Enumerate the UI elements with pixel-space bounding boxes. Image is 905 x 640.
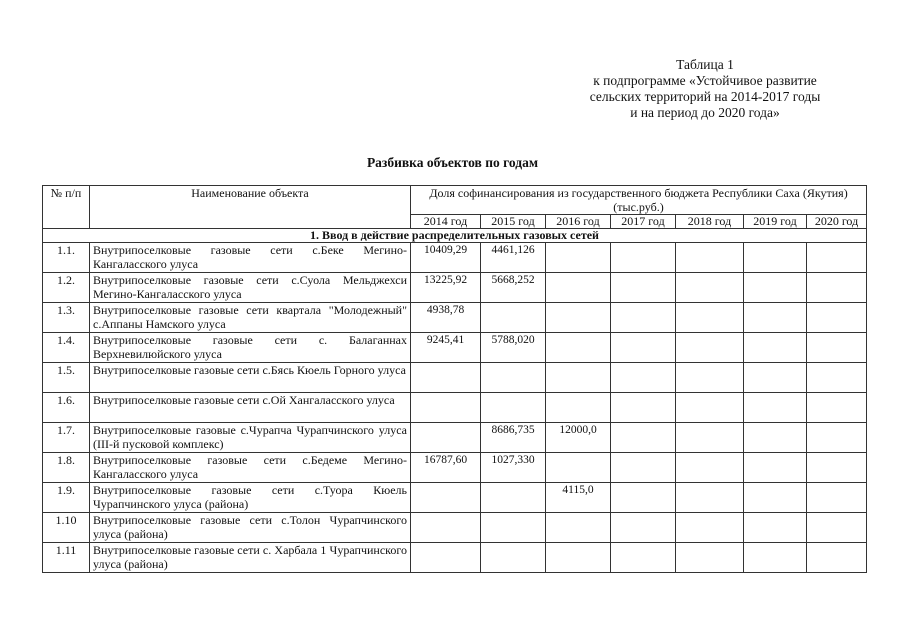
year-value: [676, 483, 744, 513]
year-value: [546, 393, 611, 423]
year-value: [807, 453, 867, 483]
year-value: [744, 303, 807, 333]
table-row: [43, 513, 867, 543]
object-name: Внутрипоселковые газовые сети с. Балаганнах Верхневилюйского улуса: [90, 333, 411, 363]
year-value: 8686,735: [481, 423, 546, 453]
year-value: [744, 423, 807, 453]
table-row: [43, 393, 867, 423]
year-value: [411, 423, 481, 453]
year-value: 12000,0: [546, 423, 611, 453]
year-value: [411, 483, 481, 513]
object-name: Внутрипоселковые газовые сети с. Харбала 1 Чурапчинского улуса (района): [90, 543, 411, 573]
row-number: 1.3.: [43, 303, 90, 333]
year-value: [744, 393, 807, 423]
table-row: [43, 243, 867, 273]
year-value: [611, 423, 676, 453]
year-value: [611, 243, 676, 273]
year-value: [546, 543, 611, 573]
year-value: [744, 483, 807, 513]
table-row: [43, 483, 867, 513]
col-header-name: Наименование объекта: [90, 186, 411, 229]
col-header-number: № п/п: [43, 186, 90, 229]
year-header: 2014 год: [411, 215, 481, 229]
header-line-4: и на период до 2020 года»: [630, 105, 780, 120]
year-value: [611, 483, 676, 513]
year-value: [807, 333, 867, 363]
row-number: 1.1.: [43, 243, 90, 273]
year-value: [481, 393, 546, 423]
year-value: [807, 423, 867, 453]
year-value: [807, 483, 867, 513]
year-value: [807, 393, 867, 423]
year-value: [546, 363, 611, 393]
row-number: 1.5.: [43, 363, 90, 393]
year-value: [744, 333, 807, 363]
year-value: [411, 513, 481, 543]
object-name: Внутрипоселковые газовые сети с.Толон Чурапчинского улуса (района): [90, 513, 411, 543]
year-value: [676, 333, 744, 363]
object-name: Внутрипоселковые газовые сети с.Беке Мегино-Кангаласского улуса: [90, 243, 411, 273]
year-value: [676, 273, 744, 303]
header-line-3: сельских территорий на 2014-2017 годы: [589, 89, 821, 104]
year-value: [611, 363, 676, 393]
year-header: 2020 год: [807, 215, 867, 229]
year-value: 4938,78: [411, 303, 481, 333]
year-value: 1027,330: [481, 453, 546, 483]
col-header-share: Доля софинансирования из государственного бюджета Республики Саха (Якутия) (тыс.руб.): [411, 186, 867, 215]
year-value: [744, 453, 807, 483]
year-value: [744, 243, 807, 273]
page-title: Разбивка объектов по годам: [366, 155, 539, 170]
year-value: [611, 333, 676, 363]
header-line-2: к подпрограмме «Устойчивое развитие: [593, 73, 817, 88]
year-value: [546, 303, 611, 333]
year-value: [481, 303, 546, 333]
table-row: [43, 453, 867, 483]
year-value: [546, 513, 611, 543]
year-value: [676, 363, 744, 393]
year-value: [807, 303, 867, 333]
year-value: [546, 243, 611, 273]
year-header: 2019 год: [744, 215, 807, 229]
year-value: [411, 543, 481, 573]
row-number: 1.10: [43, 513, 90, 543]
table-row: [43, 303, 867, 333]
year-header: 2015 год: [481, 215, 546, 229]
section-row: [43, 229, 867, 243]
table-row: [43, 423, 867, 453]
year-header: 2016 год: [546, 215, 611, 229]
year-value: [807, 543, 867, 573]
year-value: [611, 453, 676, 483]
table-row: [43, 333, 867, 363]
year-value: [744, 543, 807, 573]
row-number: 1.11: [43, 543, 90, 573]
year-value: [546, 453, 611, 483]
year-value: [807, 273, 867, 303]
row-number: 1.4.: [43, 333, 90, 363]
row-number: 1.7.: [43, 423, 90, 453]
year-value: [744, 513, 807, 543]
year-value: [481, 363, 546, 393]
year-value: [481, 483, 546, 513]
year-value: [744, 273, 807, 303]
table-row: [43, 273, 867, 303]
year-value: [676, 453, 744, 483]
year-value: 5668,252: [481, 273, 546, 303]
year-value: [611, 513, 676, 543]
row-number: 1.9.: [43, 483, 90, 513]
year-value: [807, 243, 867, 273]
year-value: 10409,29: [411, 243, 481, 273]
object-name: Внутрипоселковые газовые сети с.Ой Хангаласского улуса: [90, 393, 411, 423]
year-value: 9245,41: [411, 333, 481, 363]
year-value: 13225,92: [411, 273, 481, 303]
object-name: Внутрипоселковые газовые сети с.Туора Кюель Чурапчинского улуса (района): [90, 483, 411, 513]
section-title: 1. Ввод в действие распределительных газовых сетей: [43, 229, 867, 243]
year-header: 2018 год: [676, 215, 744, 229]
year-value: [676, 423, 744, 453]
year-value: [481, 543, 546, 573]
object-name: Внутрипоселковые газовые сети с.Бясь Кюель Горного улуса: [90, 363, 411, 393]
objects-table: [42, 185, 867, 573]
header-row: [43, 186, 867, 215]
row-number: 1.8.: [43, 453, 90, 483]
object-name: Внутрипоселковые газовые сети квартала "Молодежный" с.Аппаны Намского улуса: [90, 303, 411, 333]
document-header: [560, 57, 850, 121]
year-value: 5788,020: [481, 333, 546, 363]
year-value: 16787,60: [411, 453, 481, 483]
table-row: [43, 543, 867, 573]
year-value: [546, 333, 611, 363]
year-value: [676, 393, 744, 423]
object-name: Внутрипоселковые газовые сети с.Бедеме Мегино-Кангаласского улуса: [90, 453, 411, 483]
year-value: [807, 513, 867, 543]
year-value: [676, 243, 744, 273]
year-value: [611, 273, 676, 303]
year-value: [676, 513, 744, 543]
year-value: [676, 543, 744, 573]
year-value: 4461,126: [481, 243, 546, 273]
year-value: [611, 543, 676, 573]
year-value: [744, 363, 807, 393]
object-name: Внутрипоселковые газовые сети с.Суола Мельджехси Мегино-Кангаласского улуса: [90, 273, 411, 303]
row-number: 1.2.: [43, 273, 90, 303]
header-line-1: Таблица 1: [676, 57, 734, 72]
row-number: 1.6.: [43, 393, 90, 423]
year-value: [411, 363, 481, 393]
year-header: 2017 год: [611, 215, 676, 229]
year-value: [807, 363, 867, 393]
year-value: [546, 273, 611, 303]
year-value: [411, 393, 481, 423]
year-value: [676, 303, 744, 333]
year-value: [611, 303, 676, 333]
year-value: [481, 513, 546, 543]
object-name: Внутрипоселковые газовые с.Чурапча Чурапчинского улуса (III-й пусковой комплекс): [90, 423, 411, 453]
year-value: [611, 393, 676, 423]
table-row: [43, 363, 867, 393]
year-value: 4115,0: [546, 483, 611, 513]
